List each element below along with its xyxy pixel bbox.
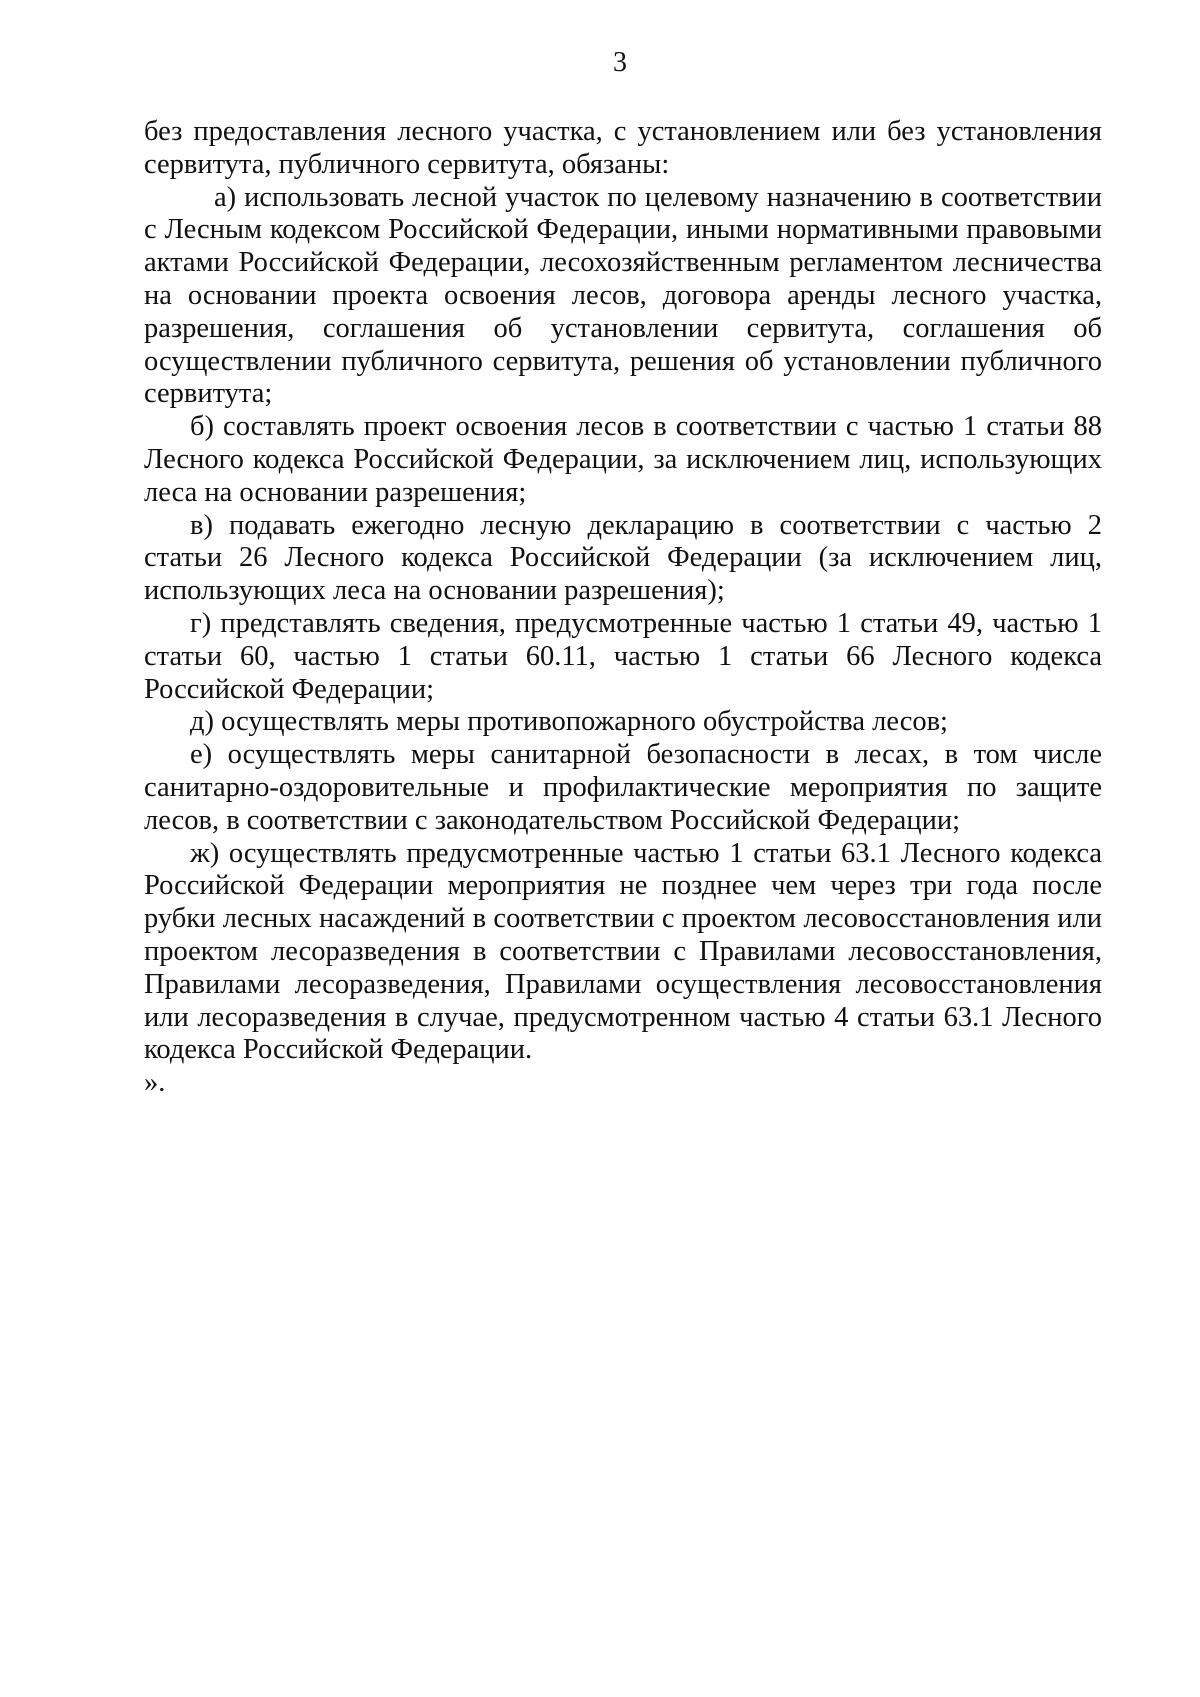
- page-number: 3: [613, 47, 627, 78]
- document-body: [144, 116, 1102, 1100]
- list-item-zh: ж) осуществлять предусмотренные частью 1 статьи 63.1 Лесного кодекса Российской Федерации мероприятия не позднее чем через три года после рубки лесных насаждений в соответствии с проектом лесовосстановления или проектом лесоразведения в соответствии с Правилами лесовосстановления, Правилами лесоразведения, Правилами осуществления лесовосстановления или лесоразведения в случае, предусмотренном частью 4 статьи 63.1 Лесного кодекса Российской Федерации.: [144, 837, 1102, 1066]
- list-item-g: г) представлять сведения, предусмотренные частью 1 статьи 49, частью 1 статьи 60, частью 1 статьи 60.11, частью 1 статьи 66 Лесного кодекса Российской Федерации;: [144, 607, 1102, 705]
- intro-paragraph: без предоставления лесного участка, с установлением или без установления сервитута, публичного сервитута, обязаны:: [144, 116, 1102, 180]
- list-item-v: в) подавать ежегодно лесную декларацию в соответствии с частью 2 статьи 26 Лесного кодекса Российской Федерации (за исключением лиц, использующих леса на основании разрешения);: [144, 509, 1102, 607]
- list-item-a: а) использовать лесной участок по целевому назначению в соответствии с Лесным кодексом Российской Федерации, иными нормативными правовыми актами Российской Федерации, лесохозяйственным регламентом лесничества на основании проекта освоения лесов, договора аренды лесного участка, разрешения, соглашения об установлении сервитута, соглашения об осуществлении публичного сервитута, решения об установлении публичного сервитута;: [144, 181, 1102, 410]
- list-item-e: е) осуществлять меры санитарной безопасности в лесах, в том числе санитарно-оздоровительные и профилактические мероприятия по защите лесов, в соответствии с законодательством Российской Федерации;: [144, 739, 1102, 836]
- list-item-d: д) осуществлять меры противопожарного обустройства лесов;: [190, 706, 948, 738]
- list-item-b: б) составлять проект освоения лесов в соответствии с частью 1 статьи 88 Лесного кодекса Российской Федерации, за исключением лиц, использующих леса на основании разрешения;: [144, 411, 1102, 508]
- closing-quote: ».: [144, 1067, 166, 1099]
